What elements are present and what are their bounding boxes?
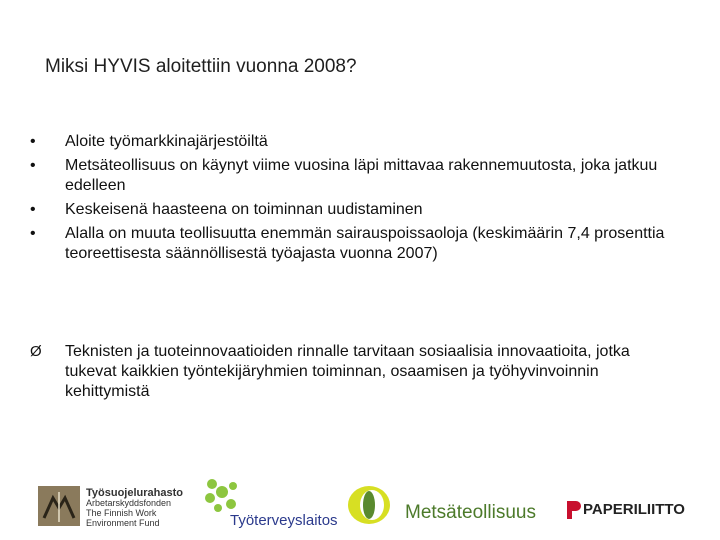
bullet-dot: •: [30, 157, 36, 174]
arrow-bullet-text: Teknisten ja tuoteinnovaatioiden rinnalle tarvitaan sosiaalisia innovaatioita, jotka tukevat kaikkien työntekijäryhmien toiminnan, osaamisen ja työhyvinvoinnin kehittymistä: [65, 343, 630, 400]
bullet-dot: •: [30, 201, 36, 218]
bullet-dot: •: [30, 225, 36, 242]
tyoterveyslaitos-name: Työterveyslaitos: [230, 512, 338, 529]
tyoterveyslaitos-logo: [200, 476, 345, 528]
bullet-dot: •: [30, 133, 36, 150]
paperiliitto-logo: [565, 500, 695, 522]
slide-title: Miksi HYVIS aloitettiin vuonna 2008?: [45, 56, 357, 77]
paperiliitto-mark-icon: [565, 500, 581, 520]
bullet-text: Keskeisenä haasteena on toiminnan uudistaminen: [65, 201, 423, 218]
arrow-icon: Ø: [30, 343, 42, 360]
logo-strip: [0, 470, 720, 540]
tyosuojelurahasto-name: Työsuojelurahasto: [86, 487, 183, 499]
bullet-text: Metsäteollisuus on käynyt viime vuosina läpi mittavaa rakennemuutosta, joka jatkuu edelleen: [65, 157, 658, 194]
tyosuojelurahasto-logo: [38, 486, 188, 526]
bullet-item: [30, 132, 670, 152]
tyoterveyslaitos-mark-icon: [200, 476, 245, 516]
bullet-list: [30, 132, 670, 268]
tyosuojelurahasto-sub2: The Finnish Work Environment Fund: [86, 508, 160, 528]
bullet-item: [30, 224, 670, 264]
metsateollisuus-name: Metsäteollisuus: [405, 502, 536, 523]
metsateollisuus-logo: [345, 484, 555, 526]
bullet-item: [30, 200, 670, 220]
bullet-item: [30, 156, 670, 196]
arrow-bullet: [30, 342, 670, 402]
bullet-text: Alalla on muuta teollisuutta enemmän sairauspoissaoloja (keskimäärin 7,4 prosenttia teoreettisesta säännöllisestä työajasta vuonna 2007): [65, 225, 665, 262]
metsateollisuus-mark-icon: [345, 484, 401, 526]
tyosuojelurahasto-mark-icon: [38, 486, 80, 526]
paperiliitto-name: PAPERILIITTO: [583, 501, 685, 518]
tyosuojelurahasto-sub1: Arbetarskyddsfonden: [86, 498, 172, 508]
bullet-text: Aloite työmarkkinajärjestöiltä: [65, 133, 268, 150]
